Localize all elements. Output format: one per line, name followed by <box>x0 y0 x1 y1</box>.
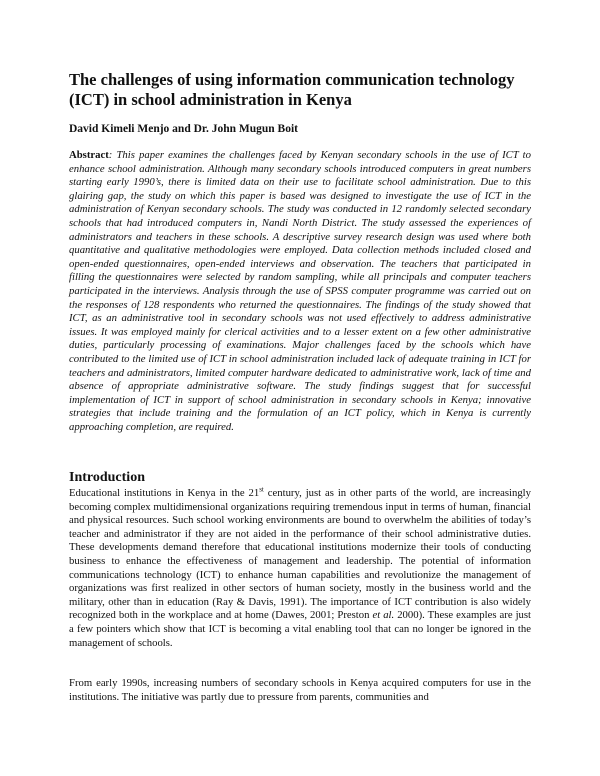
intro-p1-part-b: century, just as in other parts of the world, are increasingly becoming complex multidimensional organizations requiring tremendous input in terms of human, financial and physical resources. Such school working environments are bound to overwhelm the abilities of today’s teacher and administrator if they are not aided in the performance of their school administrative duties. These developments demand therefore that educational institutions modernize their tools of conducting business to enhance the effectiveness of management and leadership. The potential of information communications technology (ICT) to enhance human capabilities and revolutionize the management of organizations was first realized in other sectors of human society, mostly in the business world and the military, other than in education (Ray & Davis, 1991). The importance of ICT contribution is also widely recognized both in the workplace and at home (Dawes, 2001; Preston <box>69 487 531 622</box>
abstract-text: This paper examines the challenges faced by Kenyan secondary schools in the use of ICT to enhance school administration. Although many secondary schools introduced computers in great numbers starting early 1990’s, there is limited data on their use to facilitate school administration. Due to this glairing gap, the study on which this paper is based was designed to investigate the use of ICT in the administration of Kenyan secondary schools. The study was conducted in 12 randomly selected secondary schools that had introduced computers in, Nandi North District. The study assessed the experiences of administrators and teachers in these schools. A descriptive survey research design was used where both quantitative and qualitative methodologies were employed. Data collection methods included closed and open-ended questionnaires, open-ended interviews and observation. The teachers that participated in filling the questionnaires were selected by random sampling, while all principals and computer teachers participated in the interviews. Analysis through the use of SPSS computer programme was carried out on the responses of 128 respondents who returned the questionnaires. The findings of the study showed that ICT, as an administrative tool in secondary schools was not used effectively to address administrative issues. It was employed mainly for clerical activities and to a lesser extent on a few other administrative duties, particularly processing of examinations. Major challenges faced by the schools which have contributed to the limited use of ICT in school administration included lack of adequate training in ICT for teachers and administrators, limited computer hardware dedicated to administrative work, lack of time and absence of appropriate administrative software. The study findings suggest that for successful implementation of ICT in support of school administration in secondary schools in Kenya; innovative strategies that include training and the formulation of an ICT policy, which in Kenya is currently approaching completion, are required. <box>69 149 532 433</box>
section-heading-introduction: Introduction <box>69 470 145 485</box>
intro-p1-part-c: 2000). These examples are just a few pointers which show that ICT is becoming a vital enabling tool that can no longer be ignored in the management of schools. <box>69 609 532 649</box>
introduction-paragraph-1 <box>69 487 531 650</box>
abstract-colon: : <box>108 149 113 161</box>
intro-p1-part-a: Educational institutions in Kenya in the 21 <box>69 487 260 499</box>
intro-p1-superscript: st <box>259 485 264 494</box>
abstract-label: Abstract <box>69 149 109 161</box>
abstract-paragraph <box>69 149 531 434</box>
intro-p1-et-al: et al. <box>372 609 395 622</box>
paper-authors: David Kimeli Menjo and Dr. John Mugun Boit <box>69 123 298 135</box>
paper-title: The challenges of using information communication technology (ICT) in school administration in Kenya <box>69 70 515 109</box>
introduction-paragraph-2: From early 1990s, increasing numbers of secondary schools in Kenya acquired computers for use in the institutions. The initiative was partly due to pressure from parents, communities and <box>69 677 531 703</box>
